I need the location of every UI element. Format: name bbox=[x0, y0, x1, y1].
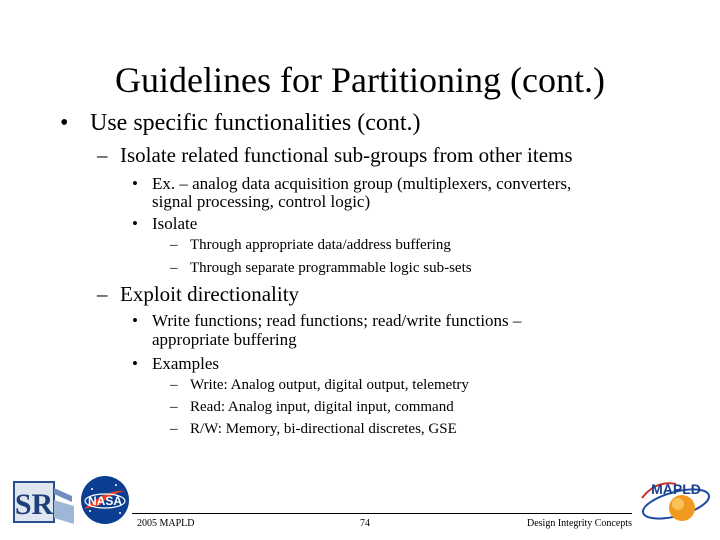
nasa-logo-text: NASA bbox=[87, 494, 123, 508]
bullet-text: Through appropriate data/address buffering bbox=[190, 237, 451, 253]
bullet-marker: – bbox=[170, 377, 178, 393]
bullet-marker: – bbox=[97, 282, 108, 306]
footer-divider bbox=[132, 513, 632, 514]
bullet-marker: • bbox=[132, 311, 138, 330]
mapld-logo-graphic bbox=[636, 474, 714, 532]
bullet-text: R/W: Memory, bi-directional discretes, GSE bbox=[190, 421, 457, 437]
slide-title: Guidelines for Partitioning (cont.) bbox=[115, 60, 605, 100]
nasa-logo-graphic bbox=[80, 475, 130, 525]
nasa-logo bbox=[80, 475, 130, 525]
bullet-text-continued: appropriate buffering bbox=[152, 330, 297, 349]
bullet-marker: • bbox=[132, 214, 138, 233]
bullet-marker: – bbox=[170, 237, 178, 253]
mapld-logo-text: MAPLD bbox=[651, 481, 701, 497]
sr-logo-text: SR bbox=[14, 488, 54, 521]
bullet-marker: • bbox=[60, 110, 69, 136]
bullet-text: Isolate bbox=[152, 214, 198, 233]
bullet-marker: • bbox=[132, 354, 138, 373]
mapld-logo bbox=[636, 474, 714, 532]
bullet-text: Ex. – analog data acquisition group (multiplexers, converters, bbox=[152, 174, 572, 193]
bullet-marker: – bbox=[170, 399, 178, 415]
bullet-text: Isolate related functional sub-groups from other items bbox=[120, 143, 573, 167]
sr-logo bbox=[10, 478, 76, 528]
bullet-marker: – bbox=[97, 143, 108, 167]
bullet-text: Write: Analog output, digital output, telemetry bbox=[190, 377, 469, 393]
bullet-text-continued: signal processing, control logic) bbox=[152, 192, 371, 211]
bullet-text: Read: Analog input, digital input, command bbox=[190, 399, 454, 415]
bullet-marker: – bbox=[170, 421, 178, 437]
bullet-text: Exploit directionality bbox=[120, 282, 300, 306]
bullet-marker: – bbox=[170, 260, 178, 276]
footer-right: Design Integrity Concepts bbox=[527, 518, 632, 529]
sr-logo-graphic bbox=[10, 478, 76, 528]
footer-left: 2005 MAPLD bbox=[137, 518, 195, 529]
footer-page-number: 74 bbox=[360, 518, 370, 529]
bullet-text: Use specific functionalities (cont.) bbox=[90, 110, 421, 136]
bullet-text: Write functions; read functions; read/write functions – bbox=[152, 311, 522, 330]
bullet-marker: • bbox=[132, 174, 138, 193]
bullet-text: Examples bbox=[152, 354, 220, 373]
bullet-text: Through separate programmable logic sub-sets bbox=[190, 260, 472, 276]
